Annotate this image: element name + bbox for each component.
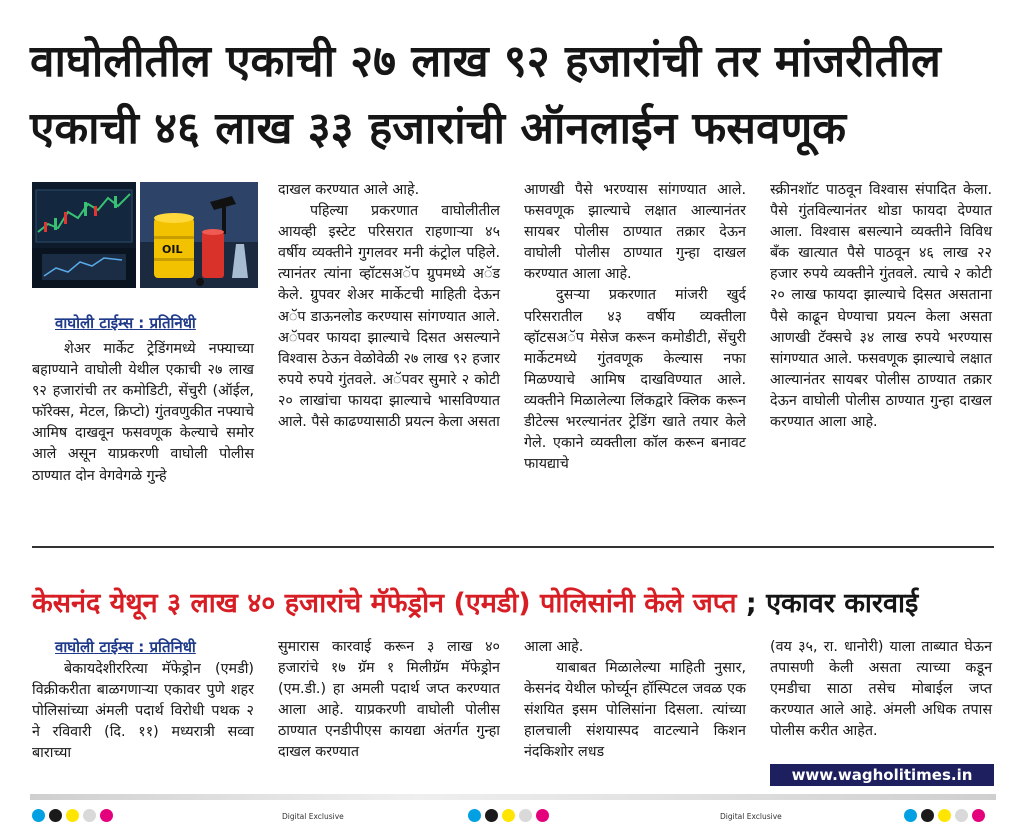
- story1-paragraph: आणखी पैसे भरण्यास सांगण्यात आले. फसवणूक झाल्याचे लक्षात आल्यानंतर सायबर पोलीस ठाण्यात तक्रार देऊन वाघोली पोलीस ठाण्यात गुन्हा दाखल करण्यात आला आहे.: [524, 182, 746, 283]
- story2-column-4: [770, 637, 992, 742]
- registration-dot: [32, 809, 45, 822]
- registration-dot: [485, 809, 498, 822]
- story2-headline: [32, 587, 918, 621]
- story1-column-3: [524, 180, 746, 475]
- story1-column-4: [770, 180, 992, 433]
- trading-chart-image: [32, 182, 136, 288]
- story1-paragraph: दुसऱ्या प्रकरणात मांजरी खुर्द परिसरातील ४३ वर्षीय व्यक्तीला व्हॉटसअॅप मेसेज करून कमोडीटी, सेंचुरी मार्केटमध्ये गुंतवणूक केल्यास नफा मिळण्याचे आमिष दाखविण्यात आले. व्यक्तीने मिळालेल्या लिंकद्वारे क्लिक करून डीटेल्स भरल्यानंतर ट्रेडिंग खाते तयार केले गेले. एकाने व्यक्तीला कॉल करून बनावट फायद्याचे: [524, 287, 746, 473]
- oil-barrels-image: [140, 182, 258, 288]
- color-registration-dots-left: [32, 809, 113, 822]
- footer-label-left: Digital Exclusive: [282, 812, 344, 821]
- section-divider: [32, 546, 994, 548]
- story2-headline-black: ; एकावर कारवाई: [736, 588, 919, 619]
- registration-dot: [83, 809, 96, 822]
- story2-paragraph: सुमारास कारवाई करून ३ लाख ४० हजारांचे १७ ग्रॅम १ मिलीग्रॅम मॅफेड्रोन (एम.डी.) हा अमली पदार्थ जप्त करण्यात आला आहे. याप्रकरणी वाघोली पोलीस ठाण्यात एनडीपीएस कायद्या अंतर्गत गुन्हा दाखल करण्यात: [278, 639, 500, 761]
- story1-column-1: [32, 339, 254, 487]
- registration-dot: [519, 809, 532, 822]
- registration-dot: [955, 809, 968, 822]
- registration-dot: [100, 809, 113, 822]
- story1-paragraph: पहिल्या प्रकरणात वाघोलीतील आयव्ही इस्टेट परिसरात राहणाऱ्या ४५ वर्षीय व्यक्तीने गुगलवर मनी कंट्रोल पहिले. त्यानंतर त्यांना व्हॉटसअॅप ग्रुपमध्ये अॅड केले. ग्रुपवर शेअर मार्केटची माहिती देऊन अॅप डाऊनलोड करण्यास सांगण्यात आले. अॅपवर फायदा झाल्याचे दिसत असल्याने विश्वास ठेऊन वेळोवेळी २७ लाख ९२ हजार रुपये रुपये गुंतवले. अॅपवर सुमारे २ कोटी २० लाखांचा फायदा झाल्याचे भासविण्यात आले. पैसे काढण्यासाठी प्रयत्न केला असता: [278, 203, 500, 431]
- registration-dot: [536, 809, 549, 822]
- story2-paragraph: बेकायदेशीररित्या मॅफेड्रोन (एमडी) विक्रीकरीता बाळगणाऱ्या एकावर पुणे शहर पोलिसांच्या अंमली पदार्थ विरोधी पथक २ ने रविवारी (दि. ११) मध्यरात्री सव्वा बाराच्या: [32, 661, 254, 762]
- story2-headline-red: केसनंद येथून ३ लाख ४० हजारांचे मॅफेड्रोन (एमडी) पोलिसांनी केले जप्त: [32, 588, 737, 619]
- footer-bar: [30, 794, 996, 800]
- main-headline-line-2: एकाची ४६ लाख ३३ हजारांची ऑनलाईन फसवणूक: [30, 103, 847, 154]
- color-registration-dots-right: [904, 809, 985, 822]
- registration-dot: [502, 809, 515, 822]
- story1-paragraph: दाखल करण्यात आले आहे.: [278, 182, 420, 198]
- oil-barrel-label: OIL: [162, 243, 183, 256]
- registration-dot: [468, 809, 481, 822]
- story2-column-1: [32, 659, 254, 764]
- story1-paragraph: शेअर मार्केट ट्रेडिंगमध्ये नफ्याच्या बहाण्याने वाघोली येथील एकाची २७ लाख ९२ हजारांची तर कमोडिटी, सेंचुरी (ऑईल, फॉरेक्स, मेटल, क्रिप्टो) गुंतवणुकीत नफ्याचे आमिष दाखवून फसवणूक केल्याचे समोर आले असून याप्रकरणी वाघोली पोलीस ठाण्यात दोन वेगवेगळे गुन्हे: [32, 341, 254, 484]
- registration-dot: [904, 809, 917, 822]
- registration-dot: [921, 809, 934, 822]
- story2-column-2: [278, 637, 500, 764]
- footer-label-right: Digital Exclusive: [720, 812, 782, 821]
- registration-dot: [938, 809, 951, 822]
- story1-byline: वाघोली टाईम्स : प्रतिनिधी: [55, 314, 196, 332]
- website-banner: www.wagholitimes.in: [770, 764, 994, 786]
- story1-column-2: [278, 180, 500, 433]
- story2-paragraph: आला आहे.: [524, 639, 584, 655]
- registration-dot: [66, 809, 79, 822]
- stock-oil-photo: [32, 182, 258, 288]
- story2-paragraph: (वय ३५, रा. धानोरी) याला ताब्यात घेऊन तपासणी केली असता त्याच्या कडून एमडीचा साठा तसेच मोबाईल जप्त करण्यात आले आहे. अंमली अधिक तपास पोलीस करीत आहेत.: [770, 639, 992, 740]
- story1-paragraph: स्क्रीनशॉट पाठवून विश्वास संपादित केला. पैसे गुंतविल्यानंतर थोडा फायदा देण्यात आला. विश्वास बसल्याने व्यक्तीने विविध बँक खात्यात पैसे पाठवून ४६ लाख २२ हजार रुपये व्यक्तीने गुंतवले. त्याचे २ कोटी २० लाख फायदा झाल्याचे दिसत असताना पैसे काढून घेण्याचा प्रयत्न केला असता आणखी टॅक्सचे ३४ लाख रुपये भरण्यास सांगण्यात आले. फसवणूक झाल्याचे लक्षात आल्यानंतर सायबर पोलीस ठाण्यात तक्रार देऊन वाघोली पोलीस ठाण्यात गुन्हा दाखल करण्यात आला आहे.: [770, 182, 992, 431]
- registration-dot: [972, 809, 985, 822]
- story2-byline: वाघोली टाईम्स : प्रतिनिधी: [55, 638, 196, 656]
- registration-dot: [49, 809, 62, 822]
- story2-paragraph: याबाबत मिळालेल्या माहिती नुसार, केसनंद येथील फोर्च्यून हॉस्पिटल जवळ एक संशयित इसम पोलिसांना दिसला. त्यांच्या हालचाली संशयास्पद वाटल्याने किशन नंदकिशोर लधड: [524, 660, 746, 761]
- story2-column-3: [524, 637, 746, 764]
- color-registration-dots-center: [468, 809, 549, 822]
- main-headline-line-1: वाघोलीतील एकाची २७ लाख ९२ हजारांची तर मांजरीतील: [30, 36, 941, 87]
